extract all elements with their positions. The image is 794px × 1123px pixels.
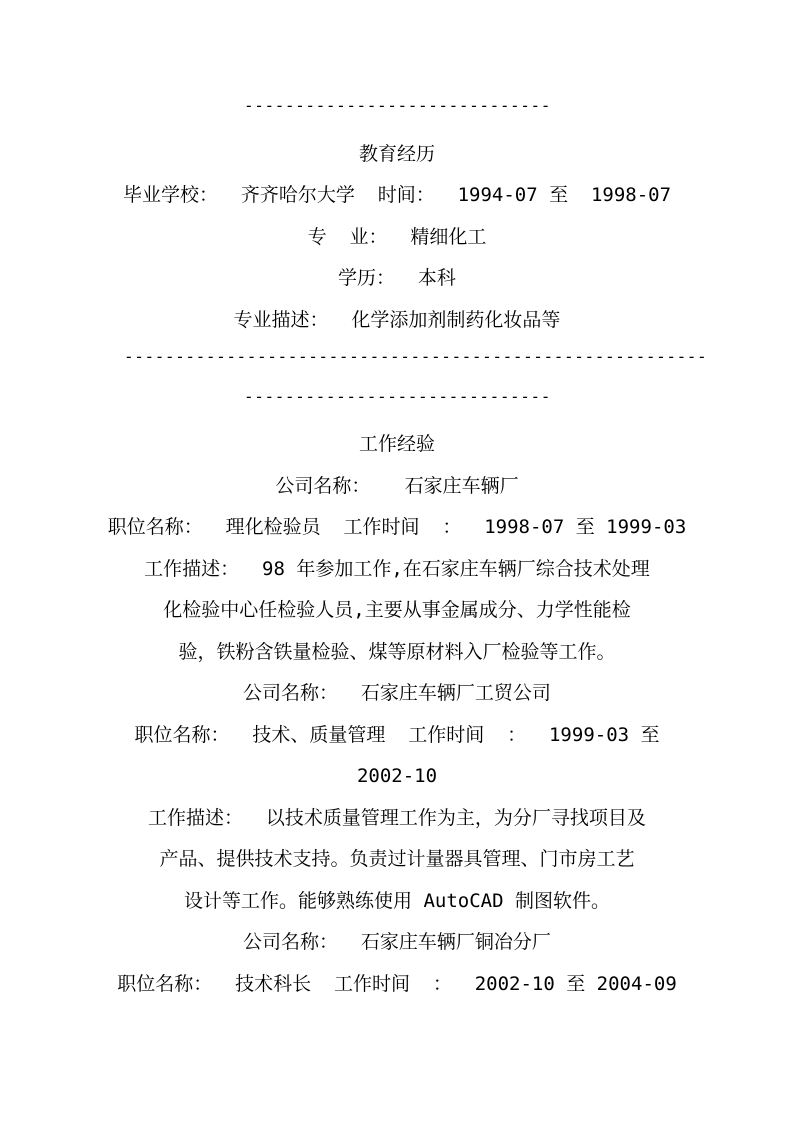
major-line: 专 业： 精细化工	[307, 226, 487, 248]
position-line: 职位名称： 技术科长 工作时间 ： 2002-10 至 2004-09	[117, 973, 677, 995]
company-line: 公司名称： 石家庄车辆厂铜冶分厂	[243, 931, 551, 953]
description-line: 工作描述： 以技术质量管理工作为主，为分厂寻找项目及	[148, 807, 646, 829]
description-line: 设计等工作。能够熟练使用 AutoCAD 制图软件。	[184, 890, 610, 912]
work-heading: 工作经验	[358, 433, 435, 455]
description-line: 化检验中心任检验人员,主要从事金属成分、力学性能检	[163, 599, 631, 621]
position-line-continued: 2002-10	[356, 765, 438, 787]
position-line: 职位名称： 理化检验员 工作时间 ： 1998-07 至 1999-03	[107, 516, 687, 538]
divider-rule: ------------------------------	[244, 387, 551, 406]
divider-rule: ------------------------------	[244, 96, 551, 115]
divider-rule: ---------------------------------------------------------	[124, 347, 708, 366]
position-line: 职位名称： 技术、质量管理 工作时间 ： 1999-03 至	[134, 724, 660, 746]
company-line: 公司名称： 石家庄车辆厂工贸公司	[243, 682, 551, 704]
description-line: 验，铁粉含铁量检验、煤等原材料入厂检验等工作。	[178, 641, 616, 663]
school-line: 毕业学校： 齐齐哈尔大学 时间： 1994-07 至 1998-07	[122, 184, 672, 206]
description-line: 工作描述： 98 年参加工作,在石家庄车辆厂综合技术处理	[144, 558, 650, 580]
education-heading: 教育经历	[358, 143, 435, 165]
company-line: 公司名称： 石家庄车辆厂	[275, 475, 519, 497]
degree-line: 学历： 本科	[338, 267, 456, 289]
major-description-line: 专业描述： 化学添加剂制药化妆品等	[233, 309, 561, 331]
description-line: 产品、提供技术支持。负责过计量器具管理、门市房工艺	[159, 848, 635, 870]
